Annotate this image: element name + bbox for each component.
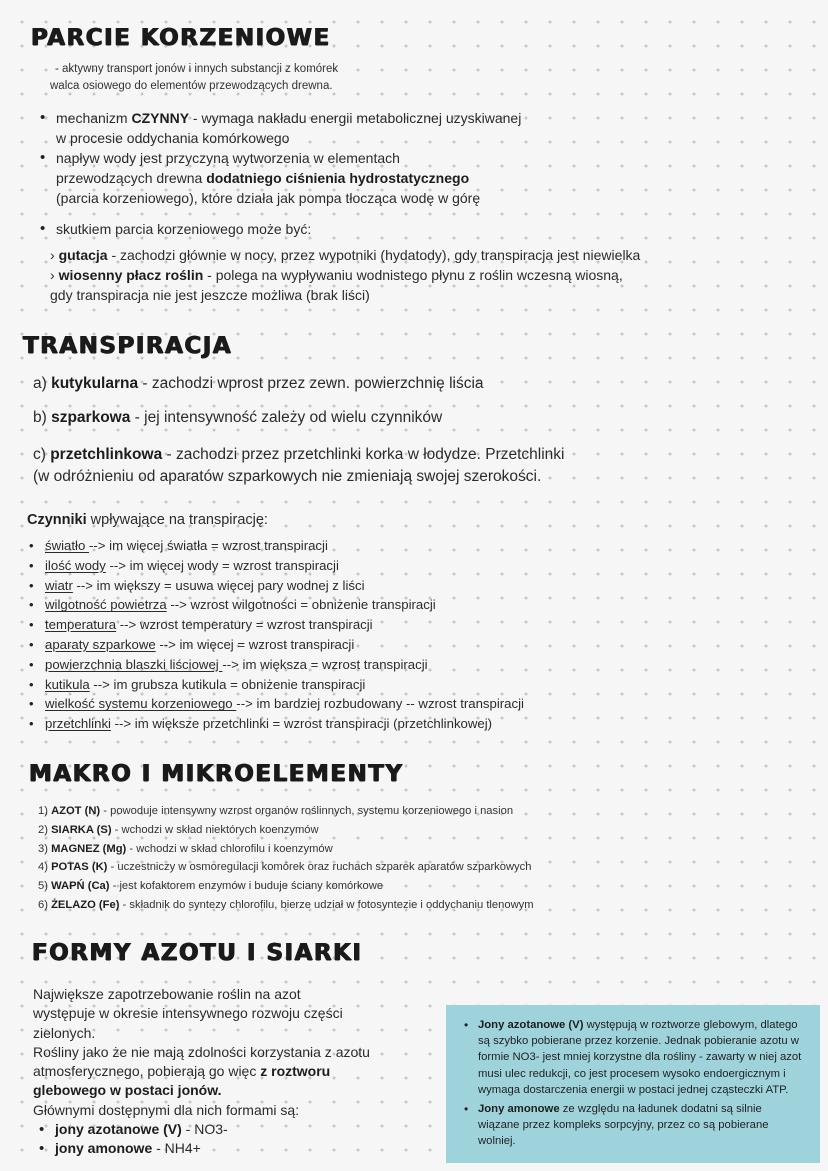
keyword: szparkowa — [51, 409, 131, 426]
factor-item — [25, 675, 524, 695]
element-item — [38, 821, 534, 840]
factor-item — [25, 655, 524, 675]
element-name: ŻELAZO (Fe) — [51, 898, 120, 911]
factor-item — [25, 714, 524, 734]
text: ze względu na ładunek dodatni są silnie wiązane przez kompleks sorpcyjny, przez co są pobierane wolniej. — [478, 1103, 769, 1148]
factor-desc: --> im więcej światła = wzrost transpiracji — [88, 538, 328, 553]
factor-desc: --> im bardziej rozbudowany -- wzrost transpiracji — [236, 696, 524, 712]
parcie-effects — [50, 245, 820, 305]
text: występują w roztworze glebowym, dlatego są szybko pobierane przez korzenie. Jednak pobieranie azotu w formie NO3- jest mniej korzystne dla rośliny - zawarty w niej azot musi ulec redukcji, co jest procesem wysoko endoergicznym i wymaga dostarczenia energii w postaci jednej cząsteczki ATP. — [478, 1019, 802, 1096]
element-item — [38, 858, 534, 877]
arrow-icon: › — [50, 267, 59, 283]
element-name: MAGNEZ (Mg) — [51, 842, 127, 855]
list-item — [33, 1120, 433, 1139]
text: gdy transpiracja nie jest jeszcze możliwa (brak liści) — [50, 287, 370, 303]
factor-desc: --> im większa = wzrost transpiracji — [222, 656, 428, 672]
item-number: 1) — [38, 805, 52, 817]
effect-placz — [50, 265, 820, 285]
section-title-parcie: PARCIE KORZENIOWE — [31, 25, 331, 51]
keyword: gutacja — [58, 247, 108, 263]
text: - wymaga nakładu energii metabolicznej uzyskiwanej — [189, 110, 522, 126]
factor-desc: --> im więcej wody = wzrost transpiracji — [105, 557, 339, 573]
element-item — [38, 840, 534, 859]
text: - zachodzi wprost przez zewn. powierzchnię liścia — [138, 375, 484, 392]
keyword: CZYNNY — [131, 110, 190, 126]
text-line — [33, 1062, 433, 1081]
factor-desc: --> wzrost temperatury = wzrost transpiracji — [116, 617, 373, 633]
text: przewodzących drewna — [56, 170, 207, 186]
section-title-transpiracja: TRANSPIRACJA — [23, 333, 233, 359]
factor-item — [25, 556, 524, 576]
factor-desc: --> im większy = usuwa więcej pary wodnej z liści — [72, 577, 365, 593]
text: (parcia korzeniowego), które działa jak pompa tłocząca wodę w górę — [56, 190, 481, 206]
element-desc: - uczestniczy w osmoregulacji komórek oraz ruchach szparek aparatów szparkowych — [107, 861, 532, 874]
factor-item — [25, 536, 524, 556]
factor-term: kutikula — [45, 676, 90, 692]
element-name: WAPŃ (Ca) — [51, 880, 110, 893]
factor-term: aparaty szparkowe — [45, 636, 156, 652]
keyword: glebowego w postaci jonów. — [33, 1082, 222, 1099]
factor-item — [25, 635, 524, 655]
text: występuje w okresie intensywnego rozwoju części — [33, 1005, 343, 1022]
factor-term: przetchlinki — [45, 716, 111, 732]
elements-list — [38, 802, 534, 915]
text: mechanizm — [56, 110, 132, 126]
text: - zachodzi głównie w nocy, przez wypotniki (hydatody), gdy transpiracja jest niewielka — [107, 247, 641, 263]
keyword: z roztworu — [260, 1063, 331, 1080]
section-title-makro: MAKRO I MIKROELEMENTY — [29, 761, 404, 787]
keyword: kutykularna — [51, 375, 139, 392]
element-name: POTAS (K) — [51, 861, 108, 874]
factor-term: wilgotność powietrza — [45, 597, 167, 613]
effect-gutacja — [50, 245, 820, 265]
factor-term: powierzchnia blaszki liściowej — [45, 656, 223, 672]
item-number: 4) — [38, 861, 52, 874]
keyword: jony azotanowe (V) — [55, 1121, 182, 1138]
text: Rośliny jako że nie mają zdolności korzystania z azotu — [33, 1043, 370, 1060]
transpiracja-type-a — [33, 375, 484, 393]
arrow-icon: › — [50, 247, 59, 263]
factor-term: światło — [45, 538, 89, 553]
element-name: AZOT (N) — [51, 805, 101, 817]
list-item — [462, 1101, 806, 1150]
info-box-list — [462, 1017, 806, 1150]
factor-desc: --> im większe przetchlinki = wzrost transpiracji (przetchlinkowej) — [110, 716, 493, 732]
text: (w odróżnieniu od aparatów szparkowych nie zmieniają swojej szerokości. — [33, 468, 542, 485]
text: napływ wody jest przyczyną wytworzenia w elementach — [56, 150, 400, 166]
keyword: Czynniki — [27, 512, 87, 528]
text: atmosferycznego, pobierają go więc — [33, 1063, 261, 1080]
factor-term: wiatr — [45, 577, 73, 593]
transpiracja-type-b — [33, 409, 442, 427]
text: Największe zapotrzebowanie roślin na azot — [33, 986, 301, 1002]
keyword: przetchlinkowa — [50, 446, 163, 463]
list-item — [33, 1139, 433, 1158]
item-number: 6) — [38, 898, 52, 911]
text: c) — [33, 446, 51, 463]
text: wpływające na transpirację: — [86, 512, 268, 528]
list-item — [34, 148, 814, 208]
text: - NO3- — [181, 1121, 228, 1138]
element-name: SIARKA (S) — [51, 823, 112, 836]
keyword: jony amonowe — [55, 1140, 153, 1157]
parcie-definition — [50, 61, 339, 95]
text: w procesie oddychania komórkowego — [56, 130, 290, 146]
formy-text — [33, 985, 433, 1159]
text: - NH4+ — [152, 1140, 201, 1157]
text: Głównymi dostępnymi dla nich formami są: — [33, 1101, 300, 1118]
factor-desc: --> im grubsza kutikula = obniżenie transpiracji — [89, 676, 366, 692]
factor-desc: --> im więcej = wzrost transpiracji — [155, 636, 355, 652]
keyword: dodatniego ciśnienia hydrostatycznego — [206, 170, 470, 186]
factor-term: temperatura — [45, 617, 117, 633]
definition-line: - aktywny transport jonów i innych substancji z komórek — [55, 63, 339, 75]
element-desc: - powoduje intensywny wzrost organów roślinnych, systemu korzeniowego i nasion — [100, 805, 514, 817]
factor-term: ilość wody — [45, 557, 106, 573]
list-item — [462, 1017, 806, 1098]
section-title-formy: FORMY AZOTU I SIARKI — [32, 940, 363, 966]
factors-heading — [27, 512, 268, 528]
element-item — [38, 896, 534, 915]
element-desc: - składnik do syntezy chlorofilu, bierze udział w fotosyntezie i oddychaniu tlenowym — [119, 898, 534, 911]
keyword: wiosenny płacz roślin — [58, 267, 204, 283]
text: - polega na wypływaniu wodnistego płynu z roślin wczesną wiosną, — [203, 267, 623, 283]
transpiracja-type-c — [33, 444, 564, 488]
keyword: Jony amonowe — [478, 1103, 560, 1116]
element-desc: - jest kofaktorem enzymów i buduje ściany komórkowe — [109, 880, 384, 893]
factor-item — [25, 576, 524, 596]
text: b) — [33, 409, 52, 426]
info-box — [446, 1005, 820, 1163]
factor-item — [25, 615, 524, 635]
element-item — [38, 877, 534, 896]
text: zielonych. — [33, 1024, 96, 1041]
item-number: 2) — [38, 823, 52, 836]
factors-list — [25, 536, 524, 734]
item-number: 3) — [38, 842, 52, 855]
list-item — [34, 219, 814, 239]
text: - jej intensywność zależy od wielu czynników — [130, 409, 443, 426]
text: - zachodzi przez przetchlinki korka w łodydze. Przetchlinki — [162, 446, 565, 463]
text-line — [33, 1081, 433, 1100]
text: a) — [33, 375, 52, 392]
forms-list — [33, 1120, 433, 1159]
factor-term: wielkość systemu korzeniowego — [45, 696, 237, 712]
parcie-bullets — [34, 108, 814, 239]
element-item — [38, 802, 534, 821]
text: skutkiem parcia korzeniowego może być: — [56, 221, 312, 237]
factor-item — [25, 595, 524, 615]
factor-desc: --> wzrost wilgotności = obniżenie transpiracji — [166, 597, 436, 613]
element-desc: - wchodzi w skład niektórych koenzymów — [111, 823, 319, 836]
element-desc: - wchodzi w skład chlorofilu i koenzymów — [126, 842, 333, 855]
keyword: Jony azotanowe (V) — [478, 1019, 584, 1031]
item-number: 5) — [38, 880, 52, 893]
factor-item — [25, 694, 524, 714]
definition-line: walca osiowego do elementów przewodzących drewna. — [50, 80, 333, 92]
list-item — [34, 108, 814, 148]
